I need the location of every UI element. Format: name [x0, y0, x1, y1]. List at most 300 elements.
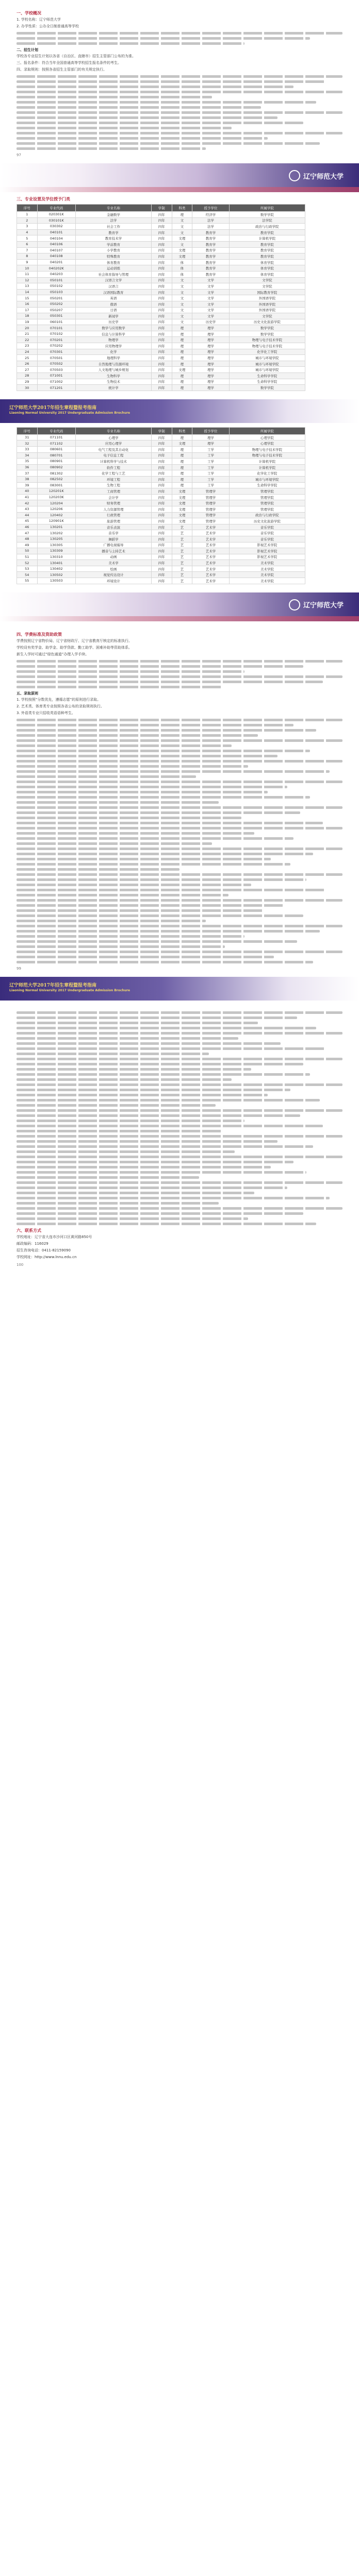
table-cell: 化学化工学院: [229, 349, 305, 355]
paragraph: 四、录取规则：按照各省招生主管部门的有关规定执行。: [17, 67, 107, 72]
table-cell: 运动训练: [75, 265, 151, 272]
table-cell: 艺: [172, 524, 192, 530]
table-cell: 11: [17, 271, 38, 277]
table-cell: 43: [17, 506, 38, 512]
table-cell: 080601: [37, 447, 75, 453]
table-cell: 120402: [37, 512, 75, 518]
table-cell: 28: [17, 373, 38, 379]
table-row: [17, 235, 305, 242]
seal-icon: [289, 170, 300, 181]
table-cell: 历史文化旅游学院: [229, 518, 305, 524]
paragraph: 2. 办学性质：公办全日制普通高等学校: [17, 24, 79, 28]
table-cell: 理: [172, 373, 192, 379]
table-cell: 19: [17, 319, 38, 325]
table-cell: 生命科学学院: [229, 373, 305, 379]
table-cell: 120203K: [37, 494, 75, 500]
table-cell: 4: [17, 229, 38, 235]
table-cell: 四年: [152, 572, 172, 578]
table-cell: 理: [172, 470, 192, 477]
table-cell: 文学: [192, 289, 230, 295]
brochure-banner: [0, 977, 359, 1001]
table-cell: 26: [17, 361, 38, 367]
page-number: 97: [17, 153, 21, 157]
table-cell: 050207: [37, 307, 75, 313]
table-cell: 16: [17, 301, 38, 307]
paragraph: 新生入学时可通过“绿色通道”办理入学手续。: [17, 652, 89, 656]
table-cell: 理: [172, 464, 192, 470]
table-cell: 电气工程及其自动化: [75, 447, 151, 453]
table-cell: 生物技术: [75, 379, 151, 385]
table-cell: 美术学院: [229, 560, 305, 566]
table-row: [17, 560, 305, 566]
table-cell: 070503: [37, 367, 75, 373]
table-cell: 文理: [172, 367, 192, 373]
table-header-cell: 科类: [172, 205, 192, 212]
major-table-section-2: [0, 423, 359, 592]
table-cell: 13: [17, 283, 38, 290]
table-cell: 四年: [152, 295, 172, 301]
table-row: [17, 313, 305, 319]
table-cell: 060101: [37, 319, 75, 325]
sub-title: 二、招生计划: [17, 48, 38, 52]
table-row: [17, 343, 305, 349]
table-cell: 理学: [192, 361, 230, 367]
table-cell: 050301: [37, 313, 75, 319]
table-cell: 工学: [192, 452, 230, 459]
table-cell: 法学院: [229, 217, 305, 224]
table-cell: 文: [172, 277, 192, 283]
table-cell: 070502: [37, 361, 75, 367]
table-row: [17, 331, 305, 337]
table-cell: 理学: [192, 440, 230, 447]
table-row: [17, 319, 305, 325]
table-cell: 理学: [192, 325, 230, 331]
table-cell: 城市与环境学院: [229, 476, 305, 482]
table-cell: 四年: [152, 224, 172, 230]
table-cell: 理: [172, 482, 192, 488]
section-title: 四、学费标准及资助政策: [17, 632, 62, 637]
table-cell: 53: [17, 566, 38, 572]
table-cell: 120901K: [37, 518, 75, 524]
table-row: [17, 512, 305, 518]
table-cell: 计算机学院: [229, 459, 305, 465]
table-header-cell: 授予学位: [192, 427, 230, 434]
table-cell: 文学院: [229, 283, 305, 290]
table-row: [17, 476, 305, 482]
table-cell: 080901: [37, 459, 75, 465]
table-cell: 教育学: [192, 229, 230, 235]
table-cell: 050102: [37, 283, 75, 290]
table-cell: 教育学: [192, 271, 230, 277]
table-cell: 计算机学院: [229, 235, 305, 242]
table-cell: 数学学院: [229, 331, 305, 337]
table-row: [17, 536, 305, 542]
table-cell: 四年: [152, 548, 172, 554]
table-cell: 理学: [192, 434, 230, 440]
table-cell: 工学: [192, 459, 230, 465]
page-divider: [0, 592, 359, 621]
table-row: [17, 289, 305, 295]
table-cell: 理: [172, 337, 192, 343]
table-row: [17, 379, 305, 385]
paragraph: 3. 外语类专业只招收英语语种考生。: [17, 710, 75, 715]
table-row: [17, 524, 305, 530]
table-cell: 080701: [37, 452, 75, 459]
table-cell: 38: [17, 476, 38, 482]
table-cell: 9: [17, 259, 38, 265]
table-cell: 四年: [152, 361, 172, 367]
table-row: [17, 349, 305, 355]
table-cell: 7: [17, 247, 38, 253]
table-cell: 理: [172, 476, 192, 482]
table-cell: 美术学: [75, 560, 151, 566]
school-logo: [289, 599, 344, 611]
paragraph: 学校设有奖学金、助学金、助学贷款、勤工助学、困难补助等资助体系。: [17, 645, 132, 650]
table-cell: 35: [17, 459, 38, 465]
table-row: [17, 283, 305, 290]
table-cell: 音乐学院: [229, 524, 305, 530]
table-row: [17, 470, 305, 477]
table-cell: 管理学: [192, 506, 230, 512]
table-cell: 071002: [37, 379, 75, 385]
table-cell: 四年: [152, 331, 172, 337]
table-cell: 艺: [172, 536, 192, 542]
section-title: 一、学校概况: [17, 11, 41, 15]
table-cell: 050201: [37, 295, 75, 301]
table-cell: 2: [17, 217, 38, 224]
table-cell: 艺术学: [192, 524, 230, 530]
table-title: 三、专业设置及学位授予门类: [17, 197, 70, 201]
table-cell: 计算机科学与技术: [75, 459, 151, 465]
table-cell: 理学: [192, 367, 230, 373]
table-cell: 人力资源管理: [75, 506, 151, 512]
table-cell: 工商管理: [75, 488, 151, 495]
banner-title: 辽宁师范大学2017年招生章程暨报考指南: [9, 982, 97, 988]
table-cell: 视觉传达设计: [75, 572, 151, 578]
table-cell: 四年: [152, 367, 172, 373]
table-cell: 理: [172, 355, 192, 361]
paragraph: 2. 艺术类、体育类专业按照各省公布的录取规则执行。: [17, 704, 104, 708]
table-cell: 汉语言: [75, 283, 151, 290]
table-cell: 四年: [152, 379, 172, 385]
table-cell: 理: [172, 385, 192, 391]
table-row: [17, 452, 305, 459]
table-cell: 四年: [152, 452, 172, 459]
table-cell: 四年: [152, 494, 172, 500]
table-row: [17, 367, 305, 373]
logo-text: 辽宁师范大学: [303, 602, 344, 610]
table-cell: 48: [17, 536, 38, 542]
table-cell: 081302: [37, 470, 75, 477]
table-cell: 6: [17, 241, 38, 247]
table-cell: 四年: [152, 319, 172, 325]
table-cell: 52: [17, 560, 38, 566]
table-cell: 四年: [152, 355, 172, 361]
table-cell: 艺: [172, 554, 192, 560]
table-row: [17, 301, 305, 307]
table-cell: 化学工程与工艺: [75, 470, 151, 477]
table-cell: 14: [17, 289, 38, 295]
table-cell: 理: [172, 349, 192, 355]
table-cell: 四年: [152, 313, 172, 319]
table-cell: 40: [17, 488, 38, 495]
table-cell: 050202: [37, 301, 75, 307]
table-row: [17, 440, 305, 447]
table-header-cell: 专业代码: [37, 427, 75, 434]
table-cell: 四年: [152, 470, 172, 477]
text-page-2: [0, 621, 359, 977]
table-cell: 法学: [192, 217, 230, 224]
table-cell: 俄语: [75, 301, 151, 307]
table-cell: 36: [17, 464, 38, 470]
table-cell: 34: [17, 452, 38, 459]
table-cell: 管理学院: [229, 506, 305, 512]
table-cell: 47: [17, 530, 38, 536]
table-cell: 10: [17, 265, 38, 272]
table-cell: 艺: [172, 572, 192, 578]
table-cell: 四年: [152, 373, 172, 379]
table-cell: 四年: [152, 434, 172, 440]
table-cell: 四年: [152, 235, 172, 242]
page-divider: [0, 163, 359, 192]
table-cell: 数学与应用数学: [75, 325, 151, 331]
table-row: [17, 361, 305, 367]
table-cell: 艺术学: [192, 548, 230, 554]
table-cell: 1: [17, 212, 38, 218]
table-cell: 环境工程: [75, 476, 151, 482]
table-cell: 四年: [152, 229, 172, 235]
table-row: [17, 241, 305, 247]
table-cell: 体育教育: [75, 259, 151, 265]
sub-title: 五、录取原则: [17, 691, 38, 696]
table-cell: 四年: [152, 385, 172, 391]
table-row: [17, 259, 305, 265]
table-cell: 体育学院: [229, 265, 305, 272]
table-cell: 环境设计: [75, 578, 151, 584]
table-row: [17, 434, 305, 440]
table-cell: 美术学院: [229, 578, 305, 584]
table-cell: 文: [172, 307, 192, 313]
table-cell: 四年: [152, 542, 172, 548]
table-cell: 文: [172, 301, 192, 307]
table-cell: 29: [17, 379, 38, 385]
table-cell: 四年: [152, 241, 172, 247]
table-cell: 社会体育指导与管理: [75, 271, 151, 277]
table-cell: 070102: [37, 331, 75, 337]
table-cell: 城市与环境学院: [229, 367, 305, 373]
table-cell: 040202K: [37, 265, 75, 272]
table-cell: 艺术学: [192, 536, 230, 542]
table-cell: 数学学院: [229, 212, 305, 218]
table-cell: 071001: [37, 373, 75, 379]
table-cell: 外国语学院: [229, 301, 305, 307]
brochure-banner: [0, 399, 359, 423]
table-cell: 理学: [192, 331, 230, 337]
table-cell: 文理: [172, 247, 192, 253]
table-cell: 汉语言文学: [75, 277, 151, 283]
table-cell: 艺术学: [192, 554, 230, 560]
table-cell: 心理学院: [229, 434, 305, 440]
table-cell: 50: [17, 548, 38, 554]
table-cell: 社会工作: [75, 224, 151, 230]
table-cell: 英语: [75, 295, 151, 301]
table-cell: 会计学: [75, 494, 151, 500]
table-cell: 四年: [152, 566, 172, 572]
table-cell: 理学: [192, 349, 230, 355]
table-cell: 理学: [192, 385, 230, 391]
seal-icon: [289, 599, 300, 611]
page-number: 100: [17, 1262, 24, 1267]
table-cell: 体: [172, 271, 192, 277]
table-cell: 艺术学: [192, 578, 230, 584]
table-cell: 化学: [75, 349, 151, 355]
table-cell: 应用心理学: [75, 440, 151, 447]
table-cell: 美术学院: [229, 572, 305, 578]
table-cell: 物理与电子技术学院: [229, 452, 305, 459]
table-cell: 120201K: [37, 488, 75, 495]
table-cell: 040203: [37, 271, 75, 277]
table-cell: 17: [17, 307, 38, 313]
table-cell: 四年: [152, 512, 172, 518]
table-cell: 文: [172, 241, 192, 247]
table-cell: 文理: [172, 506, 192, 512]
table-cell: 教育学院: [229, 253, 305, 260]
table-cell: 文: [172, 319, 192, 325]
table-row: [17, 572, 305, 578]
table-cell: 070201: [37, 337, 75, 343]
table-cell: 教育学: [192, 265, 230, 272]
table-cell: 四年: [152, 578, 172, 584]
table-cell: 文理: [172, 500, 192, 506]
table-cell: 教育学院: [229, 229, 305, 235]
table-cell: 文: [172, 289, 192, 295]
table-cell: 理学: [192, 355, 230, 361]
table-header-cell: 学制: [152, 205, 172, 212]
table-row: [17, 229, 305, 235]
text-page-1: [0, 0, 359, 163]
table-cell: 四年: [152, 506, 172, 512]
paragraph: 学校地址：辽宁省大连市沙河口区黄河路850号: [17, 1234, 92, 1239]
table-cell: 083001: [37, 482, 75, 488]
table-cell: 化学化工学院: [229, 470, 305, 477]
table-cell: 30: [17, 385, 38, 391]
table-cell: 艺: [172, 560, 192, 566]
table-cell: 管理学: [192, 518, 230, 524]
table-row: [17, 447, 305, 453]
table-cell: 文理: [172, 235, 192, 242]
table-cell: 影视艺术学院: [229, 548, 305, 554]
table-cell: 管理学: [192, 512, 230, 518]
table-cell: 文学: [192, 301, 230, 307]
table-header-cell: 授予学位: [192, 205, 230, 212]
table-cell: 影视艺术学院: [229, 554, 305, 560]
paragraph: 学校各专业招生计划以各省（自治区、直辖市）招生主管部门公布的为准。: [17, 54, 136, 58]
table-cell: 理: [172, 343, 192, 349]
table-cell: 四年: [152, 530, 172, 536]
table-cell: 工学: [192, 464, 230, 470]
table-cell: 四年: [152, 554, 172, 560]
table-cell: 四年: [152, 283, 172, 290]
table-cell: 艺: [172, 578, 192, 584]
table-row: [17, 494, 305, 500]
table-cell: 四年: [152, 337, 172, 343]
table-cell: 理: [172, 452, 192, 459]
table-cell: 音乐学院: [229, 530, 305, 536]
section-title: 六、联系方式: [17, 1228, 41, 1233]
table-cell: 舞蹈学: [75, 536, 151, 542]
table-row: [17, 373, 305, 379]
table-cell: 城市与环境学院: [229, 361, 305, 367]
paragraph: 学校网址：http://www.lnnu.edu.cn: [17, 1255, 77, 1259]
table-cell: 体: [172, 265, 192, 272]
table-cell: 体育学院: [229, 259, 305, 265]
table-cell: 小学教育: [75, 247, 151, 253]
table-cell: 物理与电子技术学院: [229, 337, 305, 343]
table-row: [17, 518, 305, 524]
table-row: [17, 548, 305, 554]
table-cell: 27: [17, 367, 38, 373]
table-cell: 050101: [37, 277, 75, 283]
table-cell: 070301: [37, 349, 75, 355]
table-cell: 外国语学院: [229, 295, 305, 301]
table-cell: 071101: [37, 434, 75, 440]
table-cell: 四年: [152, 217, 172, 224]
table-cell: 新闻学: [75, 313, 151, 319]
table-cell: 软件工程: [75, 464, 151, 470]
table-cell: 四年: [152, 307, 172, 313]
table-cell: 生物科学: [75, 373, 151, 379]
table-cell: 统计学: [75, 385, 151, 391]
table-cell: 工学: [192, 447, 230, 453]
table-row: [17, 566, 305, 572]
table-row: [17, 217, 305, 224]
table-cell: 法学: [192, 224, 230, 230]
table-cell: 历史学: [75, 319, 151, 325]
table-cell: 文学院: [229, 313, 305, 319]
table-cell: 文学: [192, 307, 230, 313]
table-header-cell: 所属学院: [229, 427, 305, 434]
table-cell: 政治与行政学院: [229, 224, 305, 230]
table-cell: 行政管理: [75, 512, 151, 518]
table-row: [17, 578, 305, 584]
table-cell: 应用物理学: [75, 343, 151, 349]
table-cell: 040106: [37, 241, 75, 247]
table-row: [17, 325, 305, 331]
table-cell: 文理: [172, 253, 192, 260]
table-row: [17, 482, 305, 488]
table-cell: 51: [17, 554, 38, 560]
table-cell: 理学: [192, 373, 230, 379]
table-row: [17, 554, 305, 560]
table-cell: 理: [172, 447, 192, 453]
table-cell: 41: [17, 494, 38, 500]
table-cell: 教育学院: [229, 247, 305, 253]
table-cell: 030101K: [37, 217, 75, 224]
table-cell: 艺术学: [192, 530, 230, 536]
table-cell: 33: [17, 447, 38, 453]
table-row: [17, 265, 305, 272]
table-cell: 政治与行政学院: [229, 512, 305, 518]
table-cell: 42: [17, 500, 38, 506]
table-cell: 艺术学: [192, 560, 230, 566]
table-cell: 人文地理与城乡规划: [75, 367, 151, 373]
table-row: [17, 459, 305, 465]
table-cell: 音乐学院: [229, 536, 305, 542]
text-page-3: [0, 1001, 359, 1273]
table-cell: 教育学: [192, 241, 230, 247]
table-cell: 文: [172, 295, 192, 301]
table-cell: 22: [17, 337, 38, 343]
